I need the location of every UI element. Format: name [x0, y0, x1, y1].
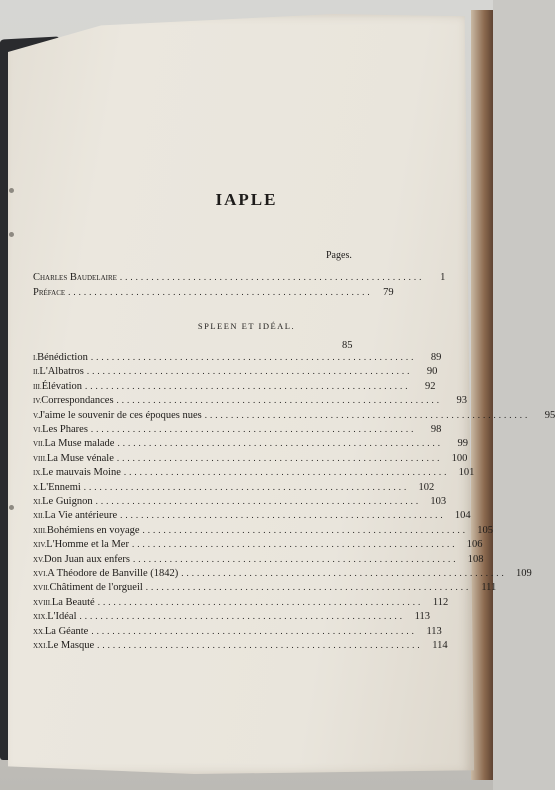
- dot-leader: ..........................................................: [119, 272, 425, 282]
- entry-title: Le Masque: [47, 640, 95, 651]
- dot-leader: ..............................................................: [204, 409, 531, 420]
- toc-entry: [33, 366, 438, 379]
- entry-numeral: XIX.: [33, 613, 48, 622]
- entry-page: 103: [430, 496, 447, 507]
- entry-numeral: IV.: [33, 397, 42, 406]
- entry-numeral: XIII.: [33, 526, 47, 535]
- entry-page: 105: [477, 524, 494, 536]
- toc-entry: [33, 510, 471, 523]
- entry-numeral: XVIII.: [33, 598, 52, 607]
- entry-numeral: III.: [33, 382, 42, 391]
- toc-entry: [33, 568, 532, 581]
- entry-numeral: XIV.: [33, 541, 47, 550]
- entry-title: Don Juan aux enfers: [43, 553, 130, 565]
- entry-page: 93: [456, 395, 468, 407]
- section-heading: SPLEEN ET IDÉAL.: [197, 321, 296, 331]
- entry-title: La Muse vénale: [46, 452, 114, 464]
- entry-title: A Théodore de Banville (1842): [47, 568, 179, 579]
- toc-entry: [33, 438, 468, 451]
- entry-numeral: XV.: [33, 555, 44, 564]
- entry-numeral: VIII.: [33, 454, 47, 463]
- front-matter-row: [33, 272, 446, 286]
- toc-entry: [33, 352, 442, 365]
- toc-entry: [33, 640, 448, 653]
- entry-page: 89: [430, 352, 442, 363]
- entry-numeral: XII.: [33, 512, 45, 521]
- dot-leader: ..............................................................: [116, 395, 443, 406]
- dot-leader: ..............................................................: [131, 539, 458, 550]
- entry-title: Le Guignon: [42, 496, 93, 507]
- dot-leader: ..............................................................: [97, 596, 424, 607]
- entry-page: 104: [454, 510, 471, 522]
- entry-numeral: X.: [33, 483, 40, 492]
- dot-leader: ..............................................................: [85, 380, 411, 391]
- dot-leader: ..............................................................: [123, 467, 450, 478]
- toc-entry: [33, 395, 468, 408]
- entry-page: 92: [425, 380, 436, 392]
- entry-title: Bénédiction: [37, 352, 88, 363]
- entry-numeral: XVII.: [33, 584, 50, 593]
- entry-page: 100: [451, 452, 468, 464]
- toc-entry: [33, 625, 442, 639]
- entry-page: 109: [515, 568, 532, 579]
- toc-entry: [33, 524, 494, 538]
- entry-page: 98: [430, 424, 442, 435]
- entry-title: L'Idéal: [47, 611, 77, 623]
- entry-title: L'Albatros: [39, 366, 84, 378]
- entry-numeral: XXI.: [33, 642, 48, 650]
- toc-entry: [33, 611, 430, 624]
- entry-numeral: IX.: [33, 469, 43, 478]
- front-matter-row: [33, 287, 394, 301]
- entry-numeral: VI.: [33, 426, 43, 434]
- entry-title: J'aime le souvenir de ces époques nues: [38, 409, 202, 421]
- entry-title: Élévation: [41, 380, 82, 392]
- dot-leader: ..............................................................: [91, 625, 417, 636]
- dot-leader: ..............................................................: [86, 366, 413, 377]
- entry-title: La Beauté: [51, 596, 95, 608]
- front-matter-label: Préface: [33, 287, 66, 298]
- toc-entry: [33, 539, 483, 552]
- dot-leader: ..............................................................: [79, 611, 405, 622]
- entry-page: 111: [481, 582, 497, 594]
- front-matter-label: Charles Baudelaire: [33, 272, 117, 283]
- entry-title: Châtiment de l'orgueil: [49, 582, 143, 594]
- dot-leader: ..............................................................: [117, 438, 443, 449]
- dot-leader: ..............................................................: [132, 553, 459, 564]
- toc-entry: [33, 452, 468, 466]
- entry-page: 99: [457, 438, 468, 450]
- entry-title: La Vie antérieure: [44, 510, 118, 522]
- front-matter-page: 79: [383, 287, 394, 298]
- entry-title: Bohémiens en voyage: [46, 524, 140, 536]
- entry-title: L'Ennemi: [39, 481, 81, 493]
- entry-page: 113: [414, 611, 430, 623]
- entry-numeral: XX.: [33, 627, 45, 636]
- toc-entry: [33, 481, 435, 495]
- entry-page: 102: [418, 481, 435, 493]
- entry-page: 95: [544, 409, 555, 421]
- entry-numeral: I.: [33, 354, 38, 362]
- entry-title: La Muse malade: [44, 438, 115, 450]
- toc-entry: [33, 409, 555, 423]
- entry-page: 106: [466, 539, 483, 551]
- dot-leader: ..............................................................: [90, 352, 417, 362]
- dot-leader: ..............................................................: [120, 510, 446, 521]
- dot-leader: ..............................................................: [145, 582, 472, 593]
- entry-page: 113: [426, 625, 442, 637]
- entry-title: Les Phares: [42, 424, 88, 435]
- dot-leader: ..............................................................: [83, 481, 410, 492]
- section-first-page: 85: [342, 340, 353, 351]
- entry-numeral: XVI.: [33, 570, 48, 578]
- toc-entry: [33, 553, 484, 567]
- dot-leader: ..............................................................: [181, 568, 507, 578]
- toc-entry: [33, 380, 436, 394]
- entry-title: La Géante: [44, 625, 89, 637]
- front-matter-page: 1: [440, 272, 446, 283]
- entry-title: Correspondances: [41, 395, 114, 407]
- entry-page: 114: [432, 640, 448, 651]
- dot-leader: ..............................................................: [116, 452, 443, 463]
- entry-numeral: XI.: [33, 498, 43, 506]
- dot-leader: ..............................................................: [95, 496, 422, 506]
- pages-heading: Pages.: [326, 250, 352, 261]
- dot-leader: ..............................................................: [142, 524, 469, 535]
- entry-numeral: VII.: [33, 440, 45, 449]
- entry-title: Le mauvais Moine: [42, 467, 121, 479]
- entry-numeral: II.: [33, 368, 40, 377]
- entry-numeral: V.: [33, 411, 39, 420]
- dot-leader: ..............................................................: [90, 424, 417, 434]
- dot-leader: ..............................................................: [97, 640, 423, 650]
- toc-entry: [33, 582, 497, 595]
- entry-page: 90: [426, 366, 438, 378]
- toc-entry: [33, 424, 442, 437]
- entry-title: L'Homme et la Mer: [46, 539, 129, 551]
- entry-page: 108: [467, 553, 484, 565]
- entry-page: 101: [458, 467, 475, 479]
- entry-page: 112: [432, 596, 449, 608]
- toc-entry: [33, 496, 447, 509]
- toc-entry: [33, 467, 475, 480]
- page-title: IAPLE: [215, 190, 278, 209]
- toc-entry: [33, 596, 449, 610]
- dot-leader: ..........................................................: [68, 287, 373, 297]
